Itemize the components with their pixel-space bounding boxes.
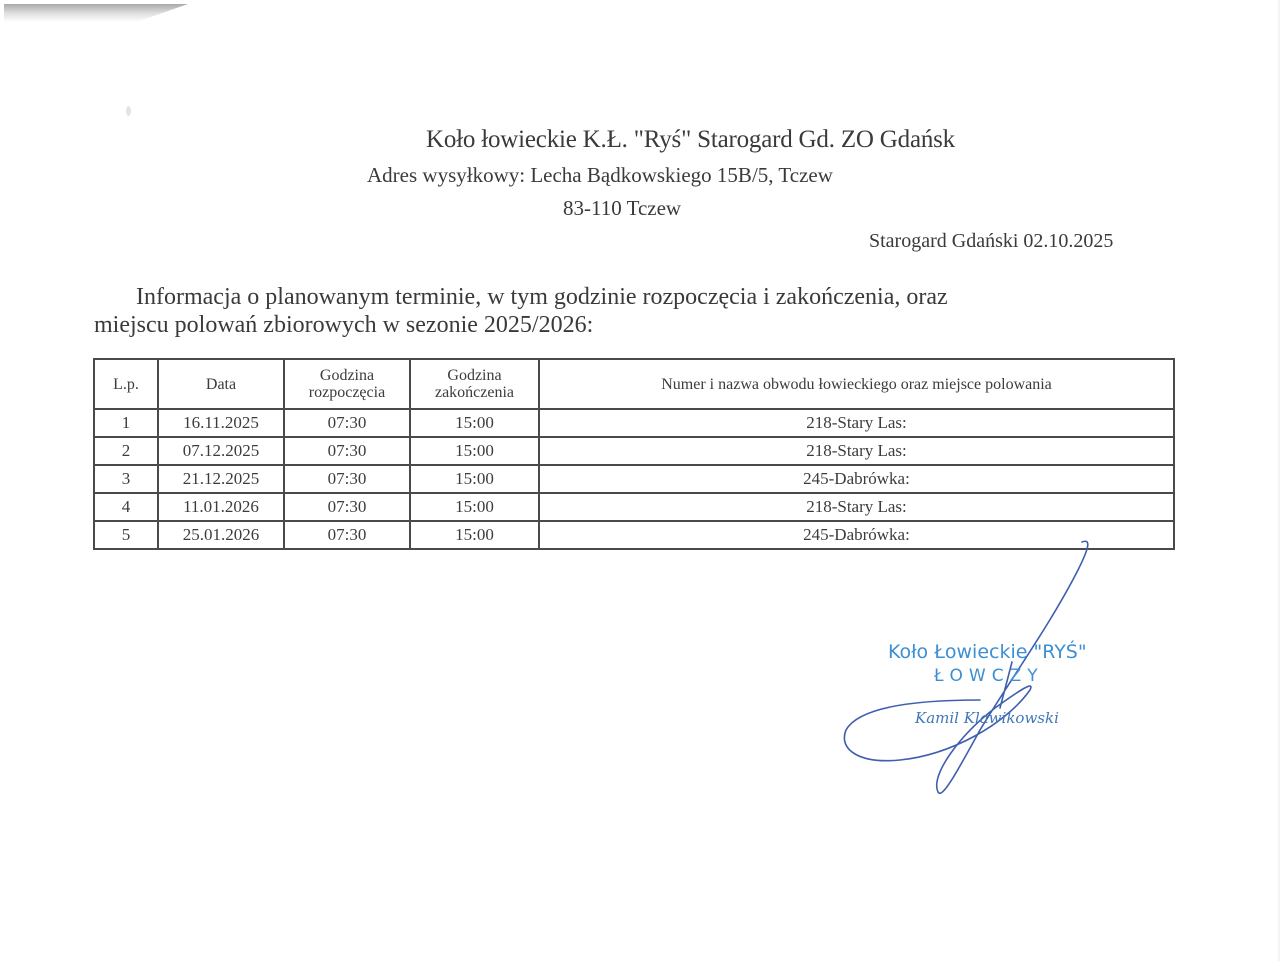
header-end-line1: Godzina: [447, 367, 502, 384]
cell-date: 21.12.2025: [158, 465, 284, 493]
cell-date: 16.11.2025: [158, 409, 284, 437]
cell-location: 218-Stary Las:: [539, 493, 1174, 521]
cell-date: 11.01.2026: [158, 493, 284, 521]
table-header-row: [94, 359, 1174, 409]
cell-location: 218-Stary Las:: [539, 437, 1174, 465]
cell-date: 25.01.2026: [158, 521, 284, 549]
cell-lp: 1: [94, 409, 158, 437]
header-location: Numer i nazwa obwodu łowieckiego oraz miejsce polowania: [539, 359, 1174, 409]
cell-end: 15:00: [410, 465, 539, 493]
header-lp: L.p.: [94, 359, 158, 409]
cell-end: 15:00: [410, 437, 539, 465]
header-end-time: [410, 359, 539, 409]
scan-speck: [126, 106, 131, 116]
cell-lp: 2: [94, 437, 158, 465]
cell-end: 15:00: [410, 409, 539, 437]
cell-end: 15:00: [410, 493, 539, 521]
table-row: [94, 465, 1174, 493]
scan-edge-shadow: [4, 4, 188, 22]
postal-code-city: 83-110 Tczew: [563, 196, 682, 220]
cell-date: 07.12.2025: [158, 437, 284, 465]
stamp-organization: Koło Łowieckie "RYŚ": [888, 641, 1087, 663]
cell-lp: 4: [94, 493, 158, 521]
place-and-date: Starogard Gdański 02.10.2025: [869, 230, 1114, 252]
cell-lp: 3: [94, 465, 158, 493]
header-start-line1: Godzina: [319, 367, 375, 384]
stamp-name: Kamil Klawikowski: [915, 709, 1059, 727]
cell-start: 07:30: [284, 437, 410, 465]
cell-start: 07:30: [284, 465, 410, 493]
stamp-role: ŁOWCZY: [934, 666, 1044, 686]
cell-start: 07:30: [284, 521, 410, 549]
header-end-line2: zakończenia: [434, 384, 515, 401]
table-row: [94, 409, 1174, 437]
header-start-line2: rozpoczęcia: [308, 384, 386, 401]
table-row: [94, 437, 1174, 465]
cell-lp: 5: [94, 521, 158, 549]
intro-line-1: Informacja o planowanym terminie, w tym godzinie rozpoczęcia i zakończenia, oraz: [136, 284, 948, 310]
mailing-address: Adres wysyłkowy: Lecha Bądkowskiego 15B/5, Tczew: [367, 163, 833, 187]
organization-title: Koło łowieckie K.Ł. "Ryś" Starogard Gd. ZO Gdańsk: [426, 126, 955, 153]
intro-line-2: miejscu polowań zbiorowych w sezonie 2025/2026:: [94, 312, 594, 338]
cell-location: 218-Stary Las:: [539, 409, 1174, 437]
header-start-time: [284, 359, 410, 409]
header-date: Data: [158, 359, 284, 409]
cell-end: 15:00: [410, 521, 539, 549]
cell-start: 07:30: [284, 493, 410, 521]
cell-location: 245-Dabrówka:: [539, 521, 1174, 549]
hunt-schedule-table: [93, 358, 1175, 550]
table-row: [94, 493, 1174, 521]
cell-start: 07:30: [284, 409, 410, 437]
cell-location: 245-Dabrówka:: [539, 465, 1174, 493]
